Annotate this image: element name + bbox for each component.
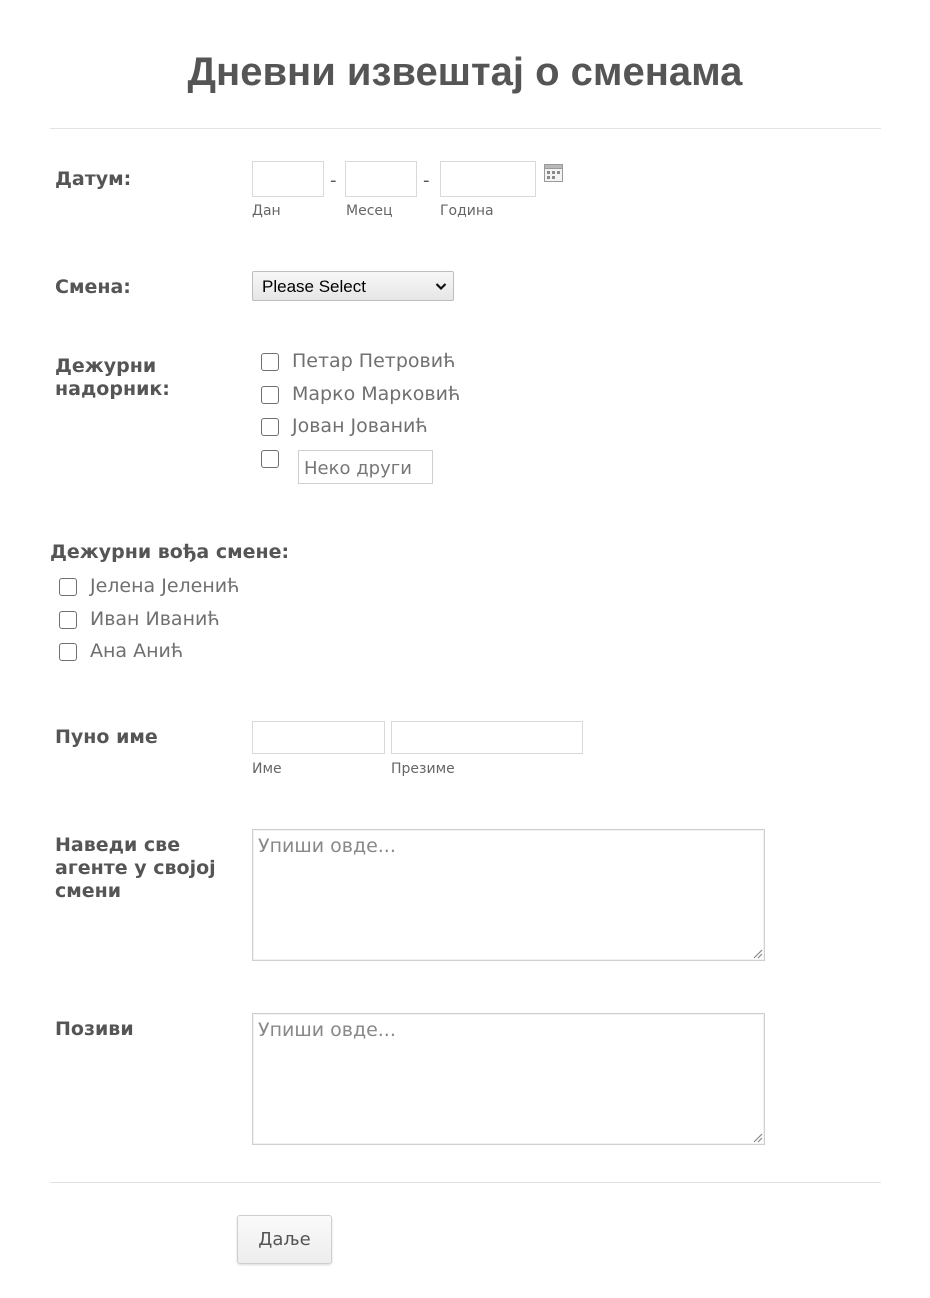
- supervisor-checkbox[interactable]: [261, 418, 279, 436]
- title-divider: [50, 128, 881, 129]
- first-name-sublabel: Име: [252, 761, 282, 777]
- shift-lead-label: Дежурни вођа смене:: [50, 541, 290, 563]
- calls-label: Позиви: [55, 1018, 134, 1040]
- supervisor-other-input[interactable]: Неко други: [298, 450, 433, 484]
- supervisor-option-label: Петар Петровић: [292, 350, 456, 372]
- footer-divider: [50, 1182, 881, 1183]
- year-input[interactable]: [440, 161, 536, 197]
- first-name-input[interactable]: [252, 721, 385, 754]
- day-input[interactable]: [252, 161, 324, 197]
- supervisor-label: Дежурни надорник:: [55, 355, 170, 400]
- calls-textarea[interactable]: [252, 1013, 765, 1145]
- supervisor-checkbox[interactable]: [261, 353, 279, 371]
- last-name-sublabel: Презиме: [391, 761, 455, 777]
- last-name-input[interactable]: [391, 721, 583, 754]
- shift-lead-checkbox[interactable]: [59, 611, 77, 629]
- date-separator: -: [423, 170, 430, 191]
- date-separator: -: [330, 170, 337, 191]
- shift-lead-option-label: Јелена Јеленић: [90, 575, 240, 597]
- resize-handle-icon[interactable]: [752, 948, 763, 959]
- calls-placeholder: Упиши овде...: [258, 1019, 396, 1041]
- chevron-down-icon: [435, 282, 447, 291]
- date-label: Датум:: [55, 168, 132, 190]
- supervisor-checkbox[interactable]: [261, 386, 279, 404]
- shift-label: Смена:: [55, 276, 131, 298]
- agents-placeholder: Упиши овде...: [258, 835, 396, 857]
- shift-lead-option-label: Ана Анић: [90, 640, 184, 662]
- month-input[interactable]: [345, 161, 417, 197]
- supervisor-other-checkbox[interactable]: [261, 450, 279, 468]
- shift-lead-checkbox[interactable]: [59, 578, 77, 596]
- full-name-label: Пуно име: [55, 726, 158, 748]
- resize-handle-icon[interactable]: [752, 1132, 763, 1143]
- shift-lead-checkbox[interactable]: [59, 643, 77, 661]
- next-button[interactable]: Даље: [237, 1215, 332, 1264]
- month-sublabel: Месец: [346, 203, 393, 219]
- shift-select[interactable]: [252, 271, 454, 301]
- year-sublabel: Година: [440, 203, 494, 219]
- shift-lead-option-label: Иван Иванић: [90, 608, 220, 630]
- supervisor-option-label: Марко Марковић: [292, 383, 461, 405]
- supervisor-option-label: Јован Јованић: [292, 415, 428, 437]
- calendar-icon[interactable]: [544, 164, 563, 182]
- agents-label: Наведи све агенте у својој смени: [55, 834, 216, 902]
- day-sublabel: Дан: [252, 203, 281, 219]
- agents-textarea[interactable]: [252, 829, 765, 961]
- shift-select-value: Please Select: [262, 277, 366, 296]
- form-title: Дневни извештај о сменама: [187, 50, 743, 94]
